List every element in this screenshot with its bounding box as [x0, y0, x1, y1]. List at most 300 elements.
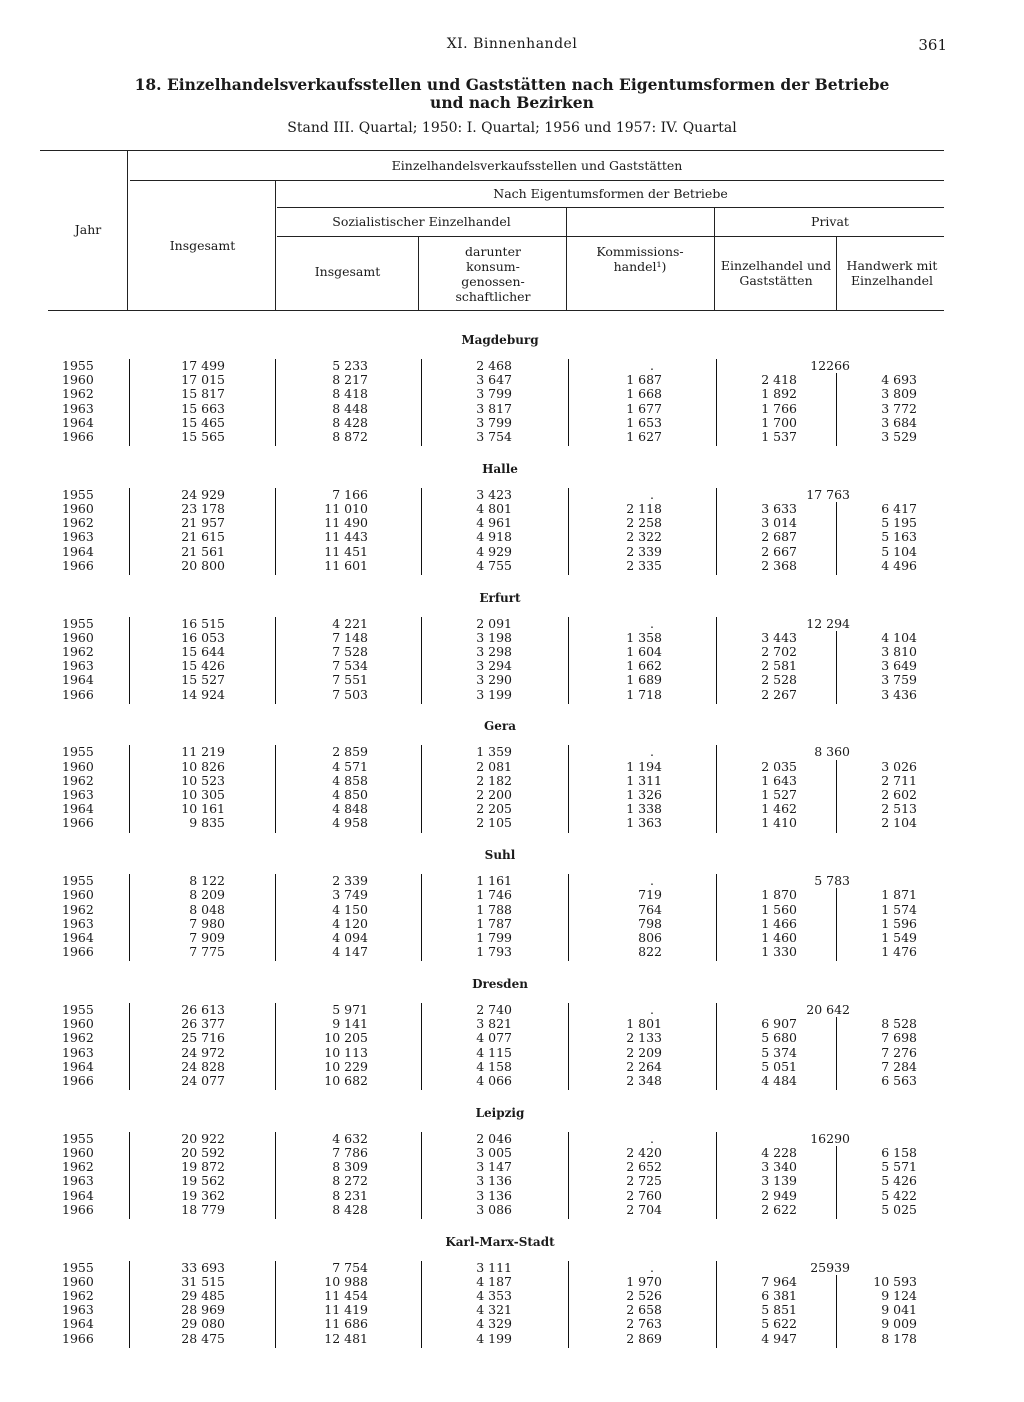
- region-name: Halle: [482, 461, 518, 476]
- value-cell: 4 693: [881, 372, 917, 388]
- year-cell: 1960: [62, 372, 94, 388]
- region-name: Suhl: [484, 848, 516, 863]
- year-cell: 1966: [62, 429, 94, 444]
- year-cell: 1962: [62, 772, 94, 788]
- value-cell: 3 749: [332, 887, 368, 903]
- value-cell: 7 980: [189, 915, 225, 931]
- value-cell: .: [650, 358, 654, 373]
- value-cell: 16 053: [181, 629, 225, 645]
- value-cell: 5 233: [332, 358, 368, 373]
- value-cell: 9 124: [881, 1288, 917, 1303]
- column-rule: [716, 874, 717, 961]
- value-cell: 6 563: [881, 1073, 917, 1088]
- column-rule: [836, 373, 837, 446]
- value-cell: 2 200: [476, 787, 512, 802]
- value-cell: 1 799: [476, 930, 512, 945]
- value-cell: 20 922: [181, 1130, 225, 1146]
- value-cell: 7 276: [881, 1044, 917, 1060]
- column-rule: [275, 1132, 276, 1219]
- value-cell: 2 513: [881, 801, 917, 817]
- year-cell: 1964: [62, 801, 94, 817]
- value-cell: 18 779: [181, 1201, 225, 1217]
- value-cell: 1 549: [881, 930, 917, 945]
- value-cell: 31 515: [181, 1273, 225, 1289]
- value-cell: .: [650, 1259, 654, 1275]
- value-cell: 7 534: [332, 658, 368, 674]
- value-cell: 8 418: [332, 386, 368, 402]
- value-cell: 3 139: [761, 1173, 797, 1189]
- year-cell: 1962: [62, 1030, 94, 1046]
- value-cell: 4 199: [476, 1330, 512, 1346]
- value-cell: 20 592: [181, 1145, 225, 1160]
- value-cell: 5 104: [881, 543, 917, 559]
- value-cell: 2 335: [626, 557, 662, 573]
- value-cell: 24 828: [181, 1058, 225, 1074]
- value-cell: 28 969: [181, 1302, 225, 1318]
- value-cell: 9 835: [189, 815, 225, 831]
- year-cell: 1963: [62, 658, 94, 674]
- value-cell: 11 490: [324, 515, 368, 531]
- column-rule: [421, 488, 422, 575]
- header-divider-kommission: [566, 207, 567, 310]
- value-cell: 11 686: [324, 1316, 368, 1332]
- value-cell: 24 929: [181, 486, 225, 502]
- value-cell: 1 892: [761, 386, 797, 402]
- value-cell: 8 428: [332, 414, 368, 430]
- value-cell: 1 870: [761, 887, 797, 903]
- column-rule: [421, 617, 422, 704]
- value-cell: 2 322: [626, 529, 662, 545]
- header-rule-sozialistisch: [277, 207, 944, 208]
- value-cell: 2 264: [626, 1058, 662, 1074]
- table-subtitle: Stand III. Quartal; 1950: I. Quartal; 1956 und 1957: IV. Quartal: [287, 120, 737, 136]
- value-cell: 2 368: [761, 557, 797, 573]
- value-cell: 8 309: [332, 1159, 368, 1175]
- year-cell: 1963: [62, 915, 94, 931]
- value-cell: 21 561: [181, 543, 225, 559]
- col-group-sozialistisch: Sozialistischer Einzelhandel: [332, 214, 511, 229]
- value-cell: 4 918: [476, 529, 512, 545]
- value-cell: 21 957: [181, 515, 225, 531]
- value-cell: 11 451: [324, 543, 368, 559]
- value-cell: 17 015: [181, 372, 225, 388]
- col-group-privat: Privat: [811, 214, 849, 229]
- value-cell: 28 475: [181, 1330, 225, 1346]
- column-rule: [275, 359, 276, 446]
- year-cell: 1963: [62, 1044, 94, 1060]
- col-header-soz-darunter: darunter konsum- genossen- schaftlicher: [455, 244, 531, 304]
- value-cell: 11 219: [181, 744, 225, 760]
- value-cell: 9 041: [881, 1302, 917, 1318]
- value-cell: 1 194: [626, 758, 662, 774]
- value-cell: 3 799: [476, 386, 512, 402]
- column-rule: [275, 745, 276, 832]
- value-cell: 798: [638, 915, 662, 931]
- value-cell: 4 801: [476, 501, 512, 516]
- value-cell: 15 426: [181, 658, 225, 674]
- value-cell: 3 026: [881, 758, 917, 774]
- value-cell: 4 958: [332, 815, 368, 831]
- page-header: [0, 36, 1024, 56]
- value-cell: 2 339: [626, 543, 662, 559]
- year-cell: 1960: [62, 501, 94, 516]
- value-cell: 19 562: [181, 1173, 225, 1189]
- value-cell: 1 537: [761, 429, 797, 444]
- value-cell: 15 817: [181, 386, 225, 402]
- value-cell: 1 627: [626, 429, 662, 444]
- year-cell: 1964: [62, 1058, 94, 1074]
- value-cell: 5 622: [761, 1316, 797, 1332]
- value-cell: 1 668: [626, 386, 662, 402]
- column-rule: [421, 1132, 422, 1219]
- header-divider-handwerk: [836, 236, 837, 310]
- section-title: XI. Binnenhandel: [446, 36, 578, 52]
- private-1955-value: 12266: [810, 358, 850, 373]
- value-cell: 10 593: [873, 1273, 917, 1289]
- header-rule-subcolumns: [277, 236, 944, 237]
- year-cell: 1955: [62, 615, 94, 631]
- value-cell: 1 338: [626, 801, 662, 817]
- column-rule: [716, 617, 717, 704]
- value-cell: 4 115: [476, 1044, 512, 1060]
- year-cell: 1964: [62, 672, 94, 688]
- year-cell: 1955: [62, 1002, 94, 1017]
- value-cell: 8 272: [332, 1173, 368, 1189]
- value-cell: 4 329: [476, 1316, 512, 1332]
- value-cell: 1 560: [761, 901, 797, 917]
- value-cell: 4 187: [476, 1273, 512, 1289]
- value-cell: 806: [638, 930, 662, 945]
- value-cell: 1 527: [761, 787, 797, 802]
- value-cell: 10 523: [181, 772, 225, 788]
- value-cell: 2 104: [881, 815, 917, 831]
- column-rule: [275, 874, 276, 961]
- col-header-insgesamt: Insgesamt: [169, 238, 236, 253]
- value-cell: 1 604: [626, 644, 662, 659]
- value-cell: 24 077: [181, 1073, 225, 1088]
- value-cell: 1 330: [761, 944, 797, 960]
- year-cell: 1960: [62, 1145, 94, 1160]
- value-cell: 2 622: [761, 1201, 797, 1217]
- column-rule: [716, 359, 717, 446]
- value-cell: 2 267: [761, 686, 797, 702]
- value-cell: 3 294: [476, 658, 512, 674]
- value-cell: 3 199: [476, 686, 512, 702]
- value-cell: 2 667: [761, 543, 797, 559]
- value-cell: .: [650, 744, 654, 760]
- column-rule: [129, 1132, 130, 1219]
- table-title-line-2: und nach Bezirken: [430, 93, 594, 112]
- year-cell: 1964: [62, 543, 94, 559]
- value-cell: 7 551: [332, 672, 368, 688]
- value-cell: 4 947: [761, 1330, 797, 1346]
- value-cell: 2 602: [881, 787, 917, 802]
- value-cell: 1 793: [476, 944, 512, 960]
- value-cell: 20 800: [181, 557, 225, 573]
- value-cell: 15 644: [181, 644, 225, 659]
- column-rule: [275, 617, 276, 704]
- value-cell: 3 647: [476, 372, 512, 388]
- value-cell: 15 527: [181, 672, 225, 688]
- value-cell: 2 468: [476, 358, 512, 373]
- value-cell: 10 305: [181, 787, 225, 802]
- value-cell: 2 869: [626, 1330, 662, 1346]
- value-cell: 1 462: [761, 801, 797, 817]
- value-cell: 3 821: [476, 1016, 512, 1032]
- year-cell: 1964: [62, 1316, 94, 1332]
- value-cell: 7 698: [881, 1030, 917, 1046]
- year-cell: 1960: [62, 1273, 94, 1289]
- value-cell: 15 565: [181, 429, 225, 444]
- value-cell: 1 700: [761, 414, 797, 430]
- column-rule: [129, 359, 130, 446]
- value-cell: 8 231: [332, 1187, 368, 1203]
- page-number: 361: [918, 36, 947, 54]
- column-rule: [568, 1003, 569, 1090]
- value-cell: 5 680: [761, 1030, 797, 1046]
- year-cell: 1955: [62, 358, 94, 373]
- value-cell: 3 754: [476, 429, 512, 444]
- value-cell: 5 422: [881, 1187, 917, 1203]
- value-cell: 2 526: [626, 1288, 662, 1303]
- year-cell: 1960: [62, 1016, 94, 1032]
- value-cell: 5 571: [881, 1159, 917, 1175]
- header-divider-soz-darunter: [418, 236, 419, 310]
- value-cell: 1 689: [626, 672, 662, 688]
- column-rule: [836, 1017, 837, 1090]
- value-cell: 2 652: [626, 1159, 662, 1175]
- value-cell: 7 166: [332, 486, 368, 502]
- value-cell: 4 150: [332, 901, 368, 917]
- value-cell: 2 760: [626, 1187, 662, 1203]
- value-cell: 5 195: [881, 515, 917, 531]
- region-name: Leipzig: [475, 1105, 525, 1120]
- value-cell: 5 851: [761, 1302, 797, 1318]
- year-cell: 1963: [62, 787, 94, 802]
- value-cell: 1 161: [476, 873, 512, 889]
- value-cell: 7 503: [332, 686, 368, 702]
- value-cell: 9 141: [332, 1016, 368, 1032]
- column-rule: [836, 760, 837, 833]
- value-cell: 5 971: [332, 1002, 368, 1017]
- value-cell: 8 209: [189, 887, 225, 903]
- year-cell: 1966: [62, 1073, 94, 1088]
- value-cell: 3 443: [761, 629, 797, 645]
- value-cell: 6 158: [881, 1145, 917, 1160]
- year-cell: 1966: [62, 815, 94, 831]
- value-cell: 3 014: [761, 515, 797, 531]
- value-cell: 3 436: [881, 686, 917, 702]
- value-cell: 8 217: [332, 372, 368, 388]
- value-cell: 7 148: [332, 629, 368, 645]
- value-cell: .: [650, 486, 654, 502]
- value-cell: 6 381: [761, 1288, 797, 1303]
- value-cell: 4 496: [881, 557, 917, 573]
- private-1955-value: 25939: [810, 1259, 850, 1275]
- value-cell: 4 850: [332, 787, 368, 802]
- value-cell: 822: [638, 944, 662, 960]
- private-1955-value: 12 294: [806, 615, 850, 631]
- col-group-eigentum: Nach Eigentumsformen der Betriebe: [493, 186, 728, 201]
- value-cell: 1 476: [881, 944, 917, 960]
- value-cell: 1 460: [761, 930, 797, 945]
- column-rule: [421, 1261, 422, 1348]
- value-cell: 5 051: [761, 1058, 797, 1074]
- value-cell: 8 428: [332, 1201, 368, 1217]
- value-cell: 2 859: [332, 744, 368, 760]
- value-cell: 9 009: [881, 1316, 917, 1332]
- value-cell: 29 080: [181, 1316, 225, 1332]
- value-cell: 8 448: [332, 400, 368, 416]
- year-cell: 1964: [62, 414, 94, 430]
- value-cell: 1 871: [881, 887, 917, 903]
- value-cell: .: [650, 873, 654, 889]
- value-cell: 3 529: [881, 429, 917, 444]
- value-cell: 12 481: [324, 1330, 368, 1346]
- value-cell: 7 754: [332, 1259, 368, 1275]
- value-cell: 2 182: [476, 772, 512, 788]
- value-cell: 4 104: [881, 629, 917, 645]
- value-cell: 5 025: [881, 1201, 917, 1217]
- year-cell: 1966: [62, 1330, 94, 1346]
- value-cell: 5 426: [881, 1173, 917, 1189]
- value-cell: 19 362: [181, 1187, 225, 1203]
- column-rule: [421, 1003, 422, 1090]
- value-cell: 14 924: [181, 686, 225, 702]
- value-cell: 2 035: [761, 758, 797, 774]
- value-cell: 1 596: [881, 915, 917, 931]
- value-cell: 10 988: [324, 1273, 368, 1289]
- column-rule: [568, 1132, 569, 1219]
- value-cell: .: [650, 1130, 654, 1146]
- value-cell: 719: [638, 887, 662, 903]
- value-cell: 2 418: [761, 372, 797, 388]
- column-rule: [129, 1003, 130, 1090]
- value-cell: 8 122: [189, 873, 225, 889]
- year-cell: 1964: [62, 930, 94, 945]
- year-cell: 1955: [62, 1259, 94, 1275]
- year-cell: 1966: [62, 557, 94, 573]
- column-rule: [568, 874, 569, 961]
- value-cell: 4 321: [476, 1302, 512, 1318]
- value-cell: 11 443: [324, 529, 368, 545]
- value-cell: 6 417: [881, 501, 917, 516]
- value-cell: 1 787: [476, 915, 512, 931]
- value-cell: 4 755: [476, 557, 512, 573]
- column-rule: [716, 1132, 717, 1219]
- value-cell: 764: [638, 901, 662, 917]
- header-bottom-rule: [48, 310, 944, 311]
- value-cell: 33 693: [181, 1259, 225, 1275]
- value-cell: 1 311: [626, 772, 662, 788]
- value-cell: 3 799: [476, 414, 512, 430]
- value-cell: 7 528: [332, 644, 368, 659]
- header-divider-privat: [714, 207, 715, 310]
- value-cell: 1 677: [626, 400, 662, 416]
- value-cell: 2 091: [476, 615, 512, 631]
- value-cell: 3 111: [476, 1259, 512, 1275]
- value-cell: 1 643: [761, 772, 797, 788]
- value-cell: 8 048: [189, 901, 225, 917]
- col-header-jahr: Jahr: [74, 222, 102, 237]
- region-name: Dresden: [472, 977, 528, 991]
- value-cell: 8 178: [881, 1330, 917, 1346]
- value-cell: 1 970: [626, 1273, 662, 1289]
- column-rule: [836, 1275, 837, 1348]
- column-rule: [836, 1146, 837, 1219]
- year-cell: 1964: [62, 1187, 94, 1203]
- value-cell: 7 775: [189, 944, 225, 960]
- value-cell: 4 353: [476, 1288, 512, 1303]
- column-rule: [129, 745, 130, 832]
- value-cell: 3 198: [476, 629, 512, 645]
- value-cell: 2 704: [626, 1201, 662, 1217]
- year-cell: 1960: [62, 887, 94, 903]
- value-cell: 3 290: [476, 672, 512, 688]
- value-cell: 11 601: [324, 557, 368, 573]
- year-cell: 1962: [62, 901, 94, 917]
- column-rule: [716, 488, 717, 575]
- column-rule: [836, 502, 837, 575]
- value-cell: 26 613: [181, 1002, 225, 1017]
- value-cell: 7 284: [881, 1058, 917, 1074]
- value-cell: 1 662: [626, 658, 662, 674]
- value-cell: 2 046: [476, 1130, 512, 1146]
- value-cell: 4 228: [761, 1145, 797, 1160]
- column-rule: [836, 888, 837, 961]
- column-rule: [568, 1261, 569, 1348]
- value-cell: 29 485: [181, 1288, 225, 1303]
- value-cell: 11 419: [324, 1302, 368, 1318]
- col-group-einzelhandel: Einzelhandelsverkaufsstellen und Gaststätten: [391, 158, 683, 173]
- value-cell: 21 615: [181, 529, 225, 545]
- value-cell: 3 809: [881, 386, 917, 402]
- col-header-soz-insgesamt: Insgesamt: [314, 264, 381, 279]
- value-cell: 1 326: [626, 787, 662, 802]
- value-cell: 2 258: [626, 515, 662, 531]
- column-rule: [568, 617, 569, 704]
- value-cell: 11 010: [324, 501, 368, 516]
- value-cell: 3 817: [476, 400, 512, 416]
- year-cell: 1962: [62, 386, 94, 402]
- value-cell: 7 786: [332, 1145, 368, 1160]
- year-cell: 1962: [62, 1159, 94, 1175]
- value-cell: 3 298: [476, 644, 512, 659]
- value-cell: 8 528: [881, 1016, 917, 1032]
- value-cell: 10 205: [324, 1030, 368, 1046]
- value-cell: 4 066: [476, 1073, 512, 1088]
- value-cell: 2 081: [476, 758, 512, 774]
- column-rule: [129, 1261, 130, 1348]
- value-cell: 5 374: [761, 1044, 797, 1060]
- value-cell: 4 632: [332, 1130, 368, 1146]
- region-name: Erfurt: [479, 590, 521, 605]
- private-1955-value: 20 642: [806, 1002, 850, 1017]
- year-cell: 1962: [62, 644, 94, 659]
- value-cell: 6 907: [761, 1016, 797, 1032]
- value-cell: 4 147: [332, 944, 368, 960]
- value-cell: 1 358: [626, 629, 662, 645]
- value-cell: 2 339: [332, 873, 368, 889]
- header-divider-insgesamt: [275, 180, 276, 310]
- value-cell: 2 528: [761, 672, 797, 688]
- value-cell: 16 515: [181, 615, 225, 631]
- year-cell: 1955: [62, 486, 94, 502]
- value-cell: 1 687: [626, 372, 662, 388]
- column-rule: [836, 631, 837, 704]
- header-rule-eigentum: [130, 180, 944, 181]
- value-cell: .: [650, 1002, 654, 1017]
